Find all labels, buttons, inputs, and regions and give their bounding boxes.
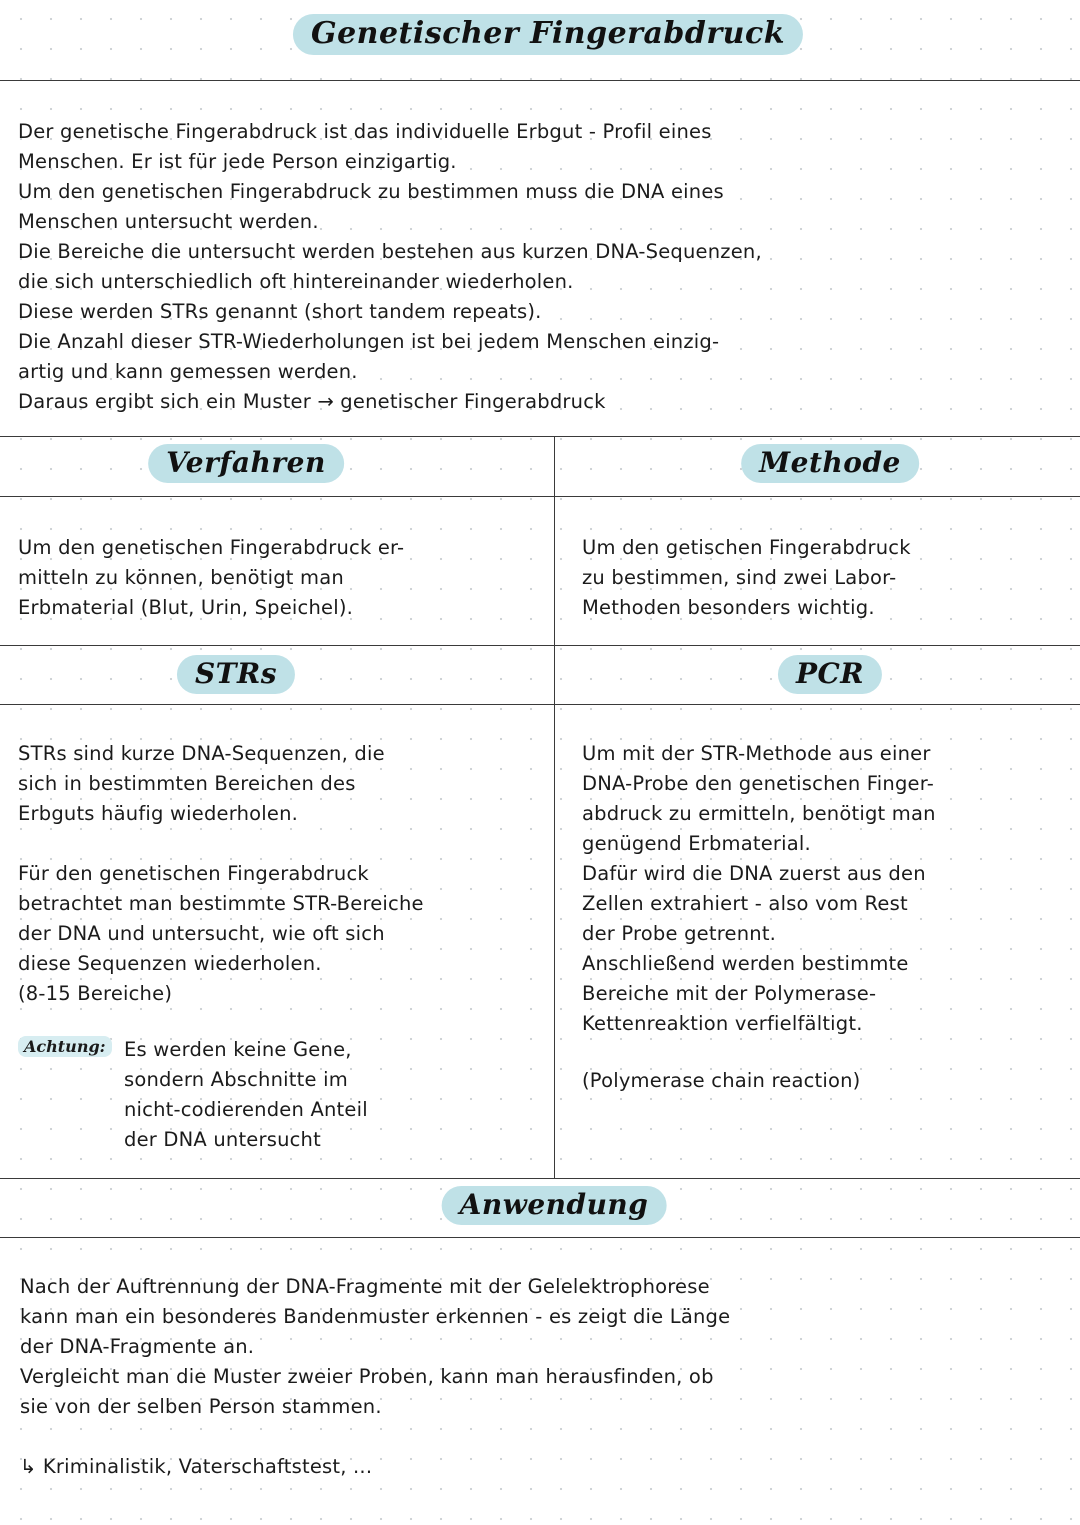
methode-line: Um den getischen Fingerabdruck bbox=[582, 536, 911, 559]
intro-line: Die Bereiche die untersucht werden bestehen aus kurzen DNA-Sequenzen, bbox=[18, 240, 762, 263]
pcr-line: DNA-Probe den genetischen Finger- bbox=[582, 772, 934, 795]
verfahren-text bbox=[18, 533, 404, 623]
divider-anwendung-heading bbox=[0, 1237, 1080, 1238]
intro-line: Der genetische Fingerabdruck ist das individuelle Erbgut - Profil eines bbox=[18, 120, 712, 143]
strs-line: Für den genetischen Fingerabdruck bbox=[18, 862, 369, 885]
pcr-line: Um mit der STR-Methode aus einer bbox=[582, 742, 931, 765]
pcr-line: abdruck zu ermitteln, benötigt man bbox=[582, 802, 936, 825]
achtung-line: sondern Abschnitte im bbox=[124, 1068, 348, 1091]
intro-line: Diese werden STRs genannt (short tandem repeats). bbox=[18, 300, 542, 323]
anwendung-heading: Anwendung bbox=[442, 1186, 667, 1225]
strs-line: der DNA und untersucht, wie oft sich bbox=[18, 922, 385, 945]
anwendung-line: der DNA-Fragmente an. bbox=[20, 1335, 255, 1358]
divider-verfahren-heading bbox=[0, 496, 1080, 497]
divider-strs-heading bbox=[0, 704, 1080, 705]
column-divider bbox=[554, 436, 555, 1178]
achtung-note bbox=[124, 1035, 368, 1155]
anwendung-line: Nach der Auftrennung der DNA-Fragmente mit der Gelelektrophorese bbox=[20, 1275, 710, 1298]
divider-title bbox=[0, 80, 1080, 81]
anwendung-examples bbox=[20, 1452, 372, 1482]
anwendung-line: sie von der selben Person stammen. bbox=[20, 1395, 382, 1418]
anwendung-text bbox=[20, 1272, 730, 1422]
pcr-text bbox=[582, 739, 936, 1039]
methode-line: Methoden besonders wichtig. bbox=[582, 596, 875, 619]
intro-line: artig und kann gemessen werden. bbox=[18, 360, 358, 383]
verfahren-line: Um den genetischen Fingerabdruck er- bbox=[18, 536, 405, 559]
pcr-heading: PCR bbox=[778, 655, 882, 694]
intro-line: die sich unterschiedlich oft hintereinander wiederholen. bbox=[18, 270, 574, 293]
verfahren-line: Erbmaterial (Blut, Urin, Speichel). bbox=[18, 596, 354, 619]
strs-paragraph-1 bbox=[18, 739, 385, 829]
strs-line: STRs sind kurze DNA-Sequenzen, die bbox=[18, 742, 385, 765]
anwendung-examples-line: ↳ Kriminalistik, Vaterschaftstest, ... bbox=[20, 1455, 373, 1478]
divider-strs bbox=[0, 1178, 1080, 1179]
methode-line: zu bestimmen, sind zwei Labor- bbox=[582, 566, 897, 589]
verfahren-heading: Verfahren bbox=[148, 444, 344, 483]
pcr-line: Dafür wird die DNA zuerst aus den bbox=[582, 862, 926, 885]
strs-line: diese Sequenzen wiederholen. bbox=[18, 952, 322, 975]
strs-line: (8-15 Bereiche) bbox=[18, 982, 173, 1005]
achtung-label: Achtung: bbox=[18, 1036, 112, 1057]
achtung-line: Es werden keine Gene, bbox=[124, 1038, 352, 1061]
anwendung-line: Vergleicht man die Muster zweier Proben, kann man herausfinden, ob bbox=[20, 1365, 714, 1388]
methode-text bbox=[582, 533, 911, 623]
intro-line: Menschen. Er ist für jede Person einzigartig. bbox=[18, 150, 457, 173]
pcr-line: der Probe getrennt. bbox=[582, 922, 777, 945]
achtung-line: der DNA untersucht bbox=[124, 1128, 321, 1151]
pcr-line: Anschließend werden bestimmte bbox=[582, 952, 909, 975]
intro-line: Daraus ergibt sich ein Muster → genetischer Fingerabdruck bbox=[18, 390, 606, 413]
pcr-line: Zellen extrahiert - also vom Rest bbox=[582, 892, 908, 915]
intro-line: Die Anzahl dieser STR-Wiederholungen ist bei jedem Menschen einzig- bbox=[18, 330, 720, 353]
achtung-line: nicht-codierenden Anteil bbox=[124, 1098, 368, 1121]
divider-verfahren bbox=[0, 645, 1080, 646]
strs-line: betrachtet man bestimmte STR-Bereiche bbox=[18, 892, 424, 915]
anwendung-line: kann man ein besonderes Bandenmuster erkennen - es zeigt die Länge bbox=[20, 1305, 731, 1328]
strs-paragraph-2 bbox=[18, 859, 424, 1009]
pcr-line: Bereiche mit der Polymerase- bbox=[582, 982, 877, 1005]
methode-heading: Methode bbox=[741, 444, 919, 483]
strs-line: sich in bestimmten Bereichen des bbox=[18, 772, 356, 795]
pcr-note-line: (Polymerase chain reaction) bbox=[582, 1069, 861, 1092]
page-title: Genetischer Fingerabdruck bbox=[293, 14, 803, 55]
pcr-note bbox=[582, 1066, 861, 1096]
intro-line: Um den genetischen Fingerabdruck zu bestimmen muss die DNA eines bbox=[18, 180, 724, 203]
pcr-line: genügend Erbmaterial. bbox=[582, 832, 811, 855]
strs-line: Erbguts häufig wiederholen. bbox=[18, 802, 299, 825]
verfahren-line: mitteln zu können, benötigt man bbox=[18, 566, 344, 589]
intro-line: Menschen untersucht werden. bbox=[18, 210, 319, 233]
divider-intro bbox=[0, 436, 1080, 437]
pcr-line: Kettenreaktion verfielfältigt. bbox=[582, 1012, 863, 1035]
intro-paragraph bbox=[18, 117, 762, 417]
strs-heading: STRs bbox=[177, 655, 295, 694]
